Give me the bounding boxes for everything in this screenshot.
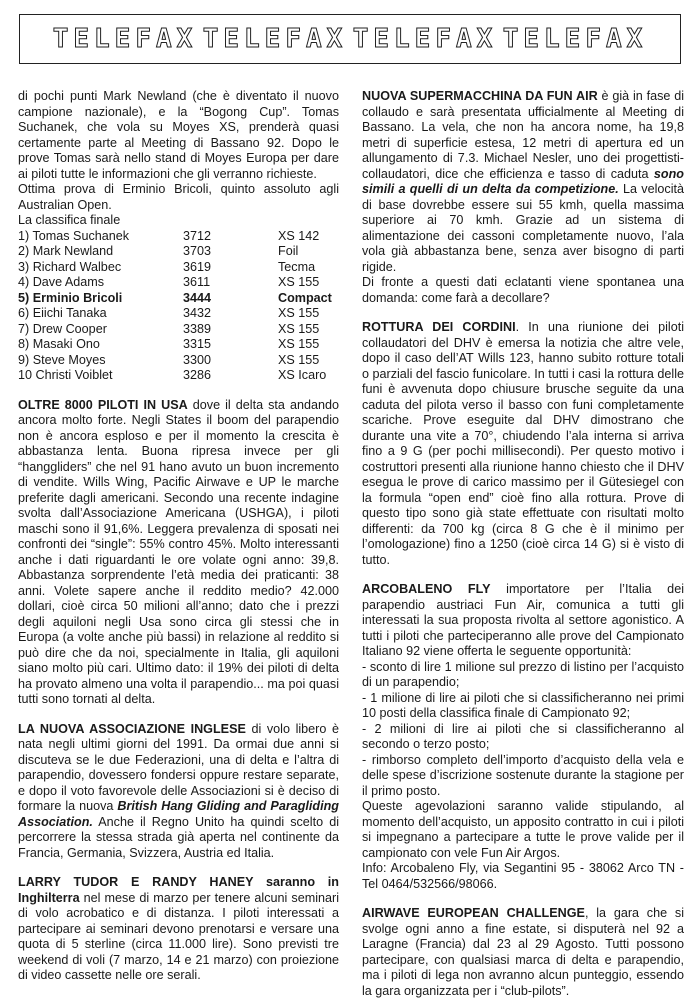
ranking-points: 3703 bbox=[183, 244, 212, 258]
ranking-points: 3619 bbox=[183, 259, 212, 274]
larry-heading: LARRY TUDOR E RANDY HANEY saranno in Inghilterra bbox=[18, 875, 339, 905]
arco-heading: ARCOBALENO FLY bbox=[362, 582, 491, 596]
ranking-row bbox=[18, 337, 339, 353]
ranking-name: 5) Erminio Bricoli bbox=[18, 290, 123, 305]
ranking-row bbox=[18, 244, 339, 260]
usa-body: dove il delta sta andando ancora molto forte. Negli States il boom del parapendio non è ancora esploso e per il momento la crescita è abbastanza lenta. Buona ripresa invece per gli “hanggliders” che nel 91 hano avuto un buon incremento di vendite. Wills Wing, Pacific Airwave e UP le marche preferite dagli americani. Secondo una recente indagine svolta dall’Associazione Americana (USHGA), i piloti maschi sono il 91,6%. Leggera prevalenza di sposati nei confronti dei “single”: 55% contro 45%. Molto interessanti anche i dati riguardanti le ore volate ogni anno: 39,8. Abbastanza sorprendente l’età media dei praticanti: 38 anni. Volete sapere anche il reddito medio? 42.000 dollari, cioè circa 50 milioni all’anno; dato che i prezzi degli aquiloni negli Usa sono circa gli stessi che in Europa (a volte anche più bassi) in relazione al reddito si può dire che da noi, specialmente in Italia, gli aquiloni siano molto più cari. Ultimo dato: il 19% dei piloti di delta ha provato almeno una volta il parapendio... ma poi quasi tutti sono tornati al delta. bbox=[18, 397, 339, 706]
bricoli-paragraph: Ottima prova di Erminio Bricoli, quinto assoluto agli Australian Open. bbox=[18, 182, 339, 212]
ranking-name: 9) Steve Moyes bbox=[18, 352, 106, 367]
ranking-row bbox=[18, 322, 339, 338]
arco-conditions: Queste agevolazioni saranno valide stipulando, al momento dell’acquisto, un apposito contratto in cui i piloti si impegnano a partecipare a tutte le prove valide per il campionato con vele Fun Air Argos. bbox=[362, 799, 684, 860]
usa-heading: OLTRE 8000 PILOTI IN USA bbox=[18, 397, 188, 412]
assoc-body-end: Anche il Regno Unito ha quindi scelto di percorrere la stessa strada già aperta nel continente da Francia, Germania, Svizzera, Austria ed Italia. bbox=[18, 814, 339, 860]
ranking-points: 3315 bbox=[183, 337, 212, 351]
arco-item: - 1 milione di lire ai piloti che si classificheranno nei primi 10 posti della classifica finale di Campionato 92; bbox=[362, 690, 684, 720]
super-body-end: La velocità di base dovrebbe essere sui 55 kmh, quella massima superiore ai 70 kmh. Grazie ad un sistema di alimentazione dei cassoni completamente nuovo, l’ala vola già abbastanza bene, senza aver bisogno di parti rigide. bbox=[362, 182, 684, 274]
ranking-name: 7) Drew Cooper bbox=[18, 321, 107, 336]
ranking-glider: XS Icaro bbox=[278, 368, 327, 382]
ranking-name: 3) Richard Walbec bbox=[18, 259, 122, 274]
arco-item: - sconto di lire 1 milione sul prezzo di listino per l’acquisto di un parapendio; bbox=[362, 659, 684, 689]
ranking-table bbox=[18, 229, 339, 384]
banner-word: TELEFAX bbox=[202, 24, 348, 54]
banner-word: TELEFAX bbox=[52, 24, 198, 54]
ranking-points: 3432 bbox=[183, 306, 212, 320]
ranking-row bbox=[18, 229, 339, 245]
arco-info: Info: Arcobaleno Fly, via Segantini 95 - 38062 Arco TN - Tel 0464/532566/98066. bbox=[362, 861, 684, 891]
classifica-title: La classifica finale bbox=[18, 213, 121, 227]
cordini-body: . In una riunione dei piloti collaudatori del DHV è emersa la notizia che altre vele, dopo il caso dell’AT Wills 123, hanno subito rotture totali o parziali del fascio funicolare. In tutti i casi la rottura delle funi è avvenuta dopo chiusure brusche seguite da una caduta del pilota verso il basso con funi completamente scariche. Prove eseguite dal DHV dimostrano che durante una vite a 70°, chiudendo l’ala interna si arriva fino a 9 G (per pochi millisecondi). Per questo motivo i costruttori presenti alla riunione hanno chiesto che il DHV esegua le prove di carico massimo per il Gütesiegel con la formula “open end” cioè fino alla rottura. Prove di questo tipo sono già state effettuate con risultati molto differenti: da 700 kg (circa 8 G che è il minimo per l’omologazione) fino a 1250 (cioè circa 14 G) si è visto di tutto. bbox=[362, 320, 685, 567]
super-emphasis: sono simili a quelli di un delta da competizione. bbox=[362, 166, 684, 196]
ranking-row bbox=[18, 291, 339, 307]
ranking-glider: XS 155 bbox=[278, 275, 320, 289]
ranking-glider: XS 155 bbox=[278, 352, 320, 367]
arco-item: - rimborso completo dell’importo d’acquisto della vela e delle spese d’iscrizione sostenute durante la stagione per il primo posto. bbox=[362, 752, 684, 798]
ranking-name: 6) Eiichi Tanaka bbox=[18, 306, 107, 320]
cordini-article bbox=[362, 320, 684, 568]
banner-word: TELEFAX bbox=[502, 24, 648, 54]
right-column bbox=[362, 89, 684, 999]
ranking-glider: Compact bbox=[278, 290, 332, 305]
ranking-glider: Tecma bbox=[278, 259, 316, 274]
ranking-row bbox=[18, 353, 339, 369]
super-heading: NUOVA SUPERMACCHINA DA FUN AIR bbox=[362, 89, 598, 103]
ranking-glider: XS 155 bbox=[278, 337, 320, 351]
usa-article bbox=[18, 398, 339, 708]
ranking-points: 3286 bbox=[183, 368, 212, 382]
telefax-banner bbox=[19, 14, 681, 64]
assoc-article bbox=[18, 722, 339, 862]
larry-body: nel mese di marzo per tenere alcuni seminari di volo acrobatico e di distanza. I piloti interessati a partecipare ai seminari devono prenotarsi e versare una quota di 5 sterline (circa 11.000 lire). Sono previsti tre weekend di voli (7 marzo, 14 e 21 marzo) con proiezione di video cassette nelle ore serali. bbox=[18, 890, 339, 982]
ranking-points: 3611 bbox=[183, 275, 211, 289]
arco-article bbox=[362, 582, 684, 660]
ranking-name: 10 Christi Voiblet bbox=[18, 368, 113, 382]
airwave-article bbox=[362, 906, 684, 999]
larry-article bbox=[18, 875, 339, 984]
super-question: Di fronte a questi dati eclatanti viene spontanea una domanda: come farà a decollare? bbox=[362, 275, 684, 305]
ranking-points: 3712 bbox=[183, 228, 212, 243]
ranking-row bbox=[18, 275, 339, 291]
assoc-name: British Hang Gliding and Paragliding Association. bbox=[18, 799, 339, 829]
ranking-glider: XS 142 bbox=[278, 228, 320, 243]
cordini-heading: ROTTURA DEI CORDINI bbox=[362, 320, 516, 334]
ranking-name: 4) Dave Adams bbox=[18, 275, 105, 289]
airwave-body: , la gara che si svolge ogni anno a fine estate, si disputerà nel 92 a Laragne (Francia) dal 23 al 29 Agosto. Tutti possono partecipare, con qualsiasi marca di delta e parapendio, ma i piloti di lega non avranno alcun punteggio, essendo la gara organizzata per i “club-pilots”. bbox=[362, 906, 684, 998]
ranking-points: 3300 bbox=[183, 352, 212, 367]
assoc-heading: LA NUOVA ASSOCIAZIONE INGLESE bbox=[18, 721, 246, 736]
intro-paragraph: di pochi punti Mark Newland (che è diventato il nuovo campione nazionale), e la “Bogong Cup”. Tomas Suchanek, che vola su Moyes XS, prenderà quasi certamente parte al Meeting di Bassano 92. Dopo le prove Tomas sarà nello stand di Moyes Europa per dare ai piloti tutte le informazioni che gli verranno richieste. bbox=[18, 89, 339, 181]
ranking-name: 2) Mark Newland bbox=[18, 244, 114, 258]
ranking-name: 1) Tomas Suchanek bbox=[18, 228, 130, 243]
arco-item: - 2 milioni di lire ai piloti che si classificheranno al secondo o terzo posto; bbox=[362, 721, 684, 751]
ranking-name: 8) Masaki Ono bbox=[18, 337, 100, 351]
super-body: è già in fase di collaudo e sarà presentata ufficialmente al Meeting di Bassano. La vela, che non ha ancora nome, ha 19,8 metri di superficie estesa, 12 metri di apertura ed un allungamento di 7.3. Michael Nesler, uno dei progettisti-collaudatori, dice che efficienza e tasso di caduta bbox=[362, 89, 684, 181]
arco-body: importatore per l’Italia dei parapendio austriaci Fun Air, comunica a tutti gli interessati la sua proposta rivolta al settore agonistico. A tutti i piloti che parteciperanno alle prove del Campionato Italiano 92 viene offerta le seguente opportunità: bbox=[362, 582, 684, 658]
ranking-row bbox=[18, 260, 339, 276]
ranking-points: 3444 bbox=[183, 290, 212, 305]
ranking-row bbox=[18, 306, 339, 322]
airwave-heading: AIRWAVE EUROPEAN CHALLENGE bbox=[362, 906, 585, 920]
super-article bbox=[362, 89, 684, 275]
ranking-row bbox=[18, 368, 339, 384]
banner-word: TELEFAX bbox=[352, 24, 498, 54]
assoc-body: di volo libero è nata negli ultimi giorni del 1991. Da ormai due anni si discuteva se le due Federazioni, una di delta e l’altra di parapendio, dovessero fondersi oppure restare separate, e dopo il voto favorevole delle Associazioni si è deciso di formare la nuova bbox=[18, 721, 339, 813]
ranking-points: 3389 bbox=[183, 321, 212, 336]
left-column bbox=[18, 89, 339, 984]
ranking-glider: XS 155 bbox=[278, 306, 320, 320]
ranking-glider: XS 155 bbox=[278, 321, 320, 336]
ranking-glider: Foil bbox=[278, 244, 299, 258]
